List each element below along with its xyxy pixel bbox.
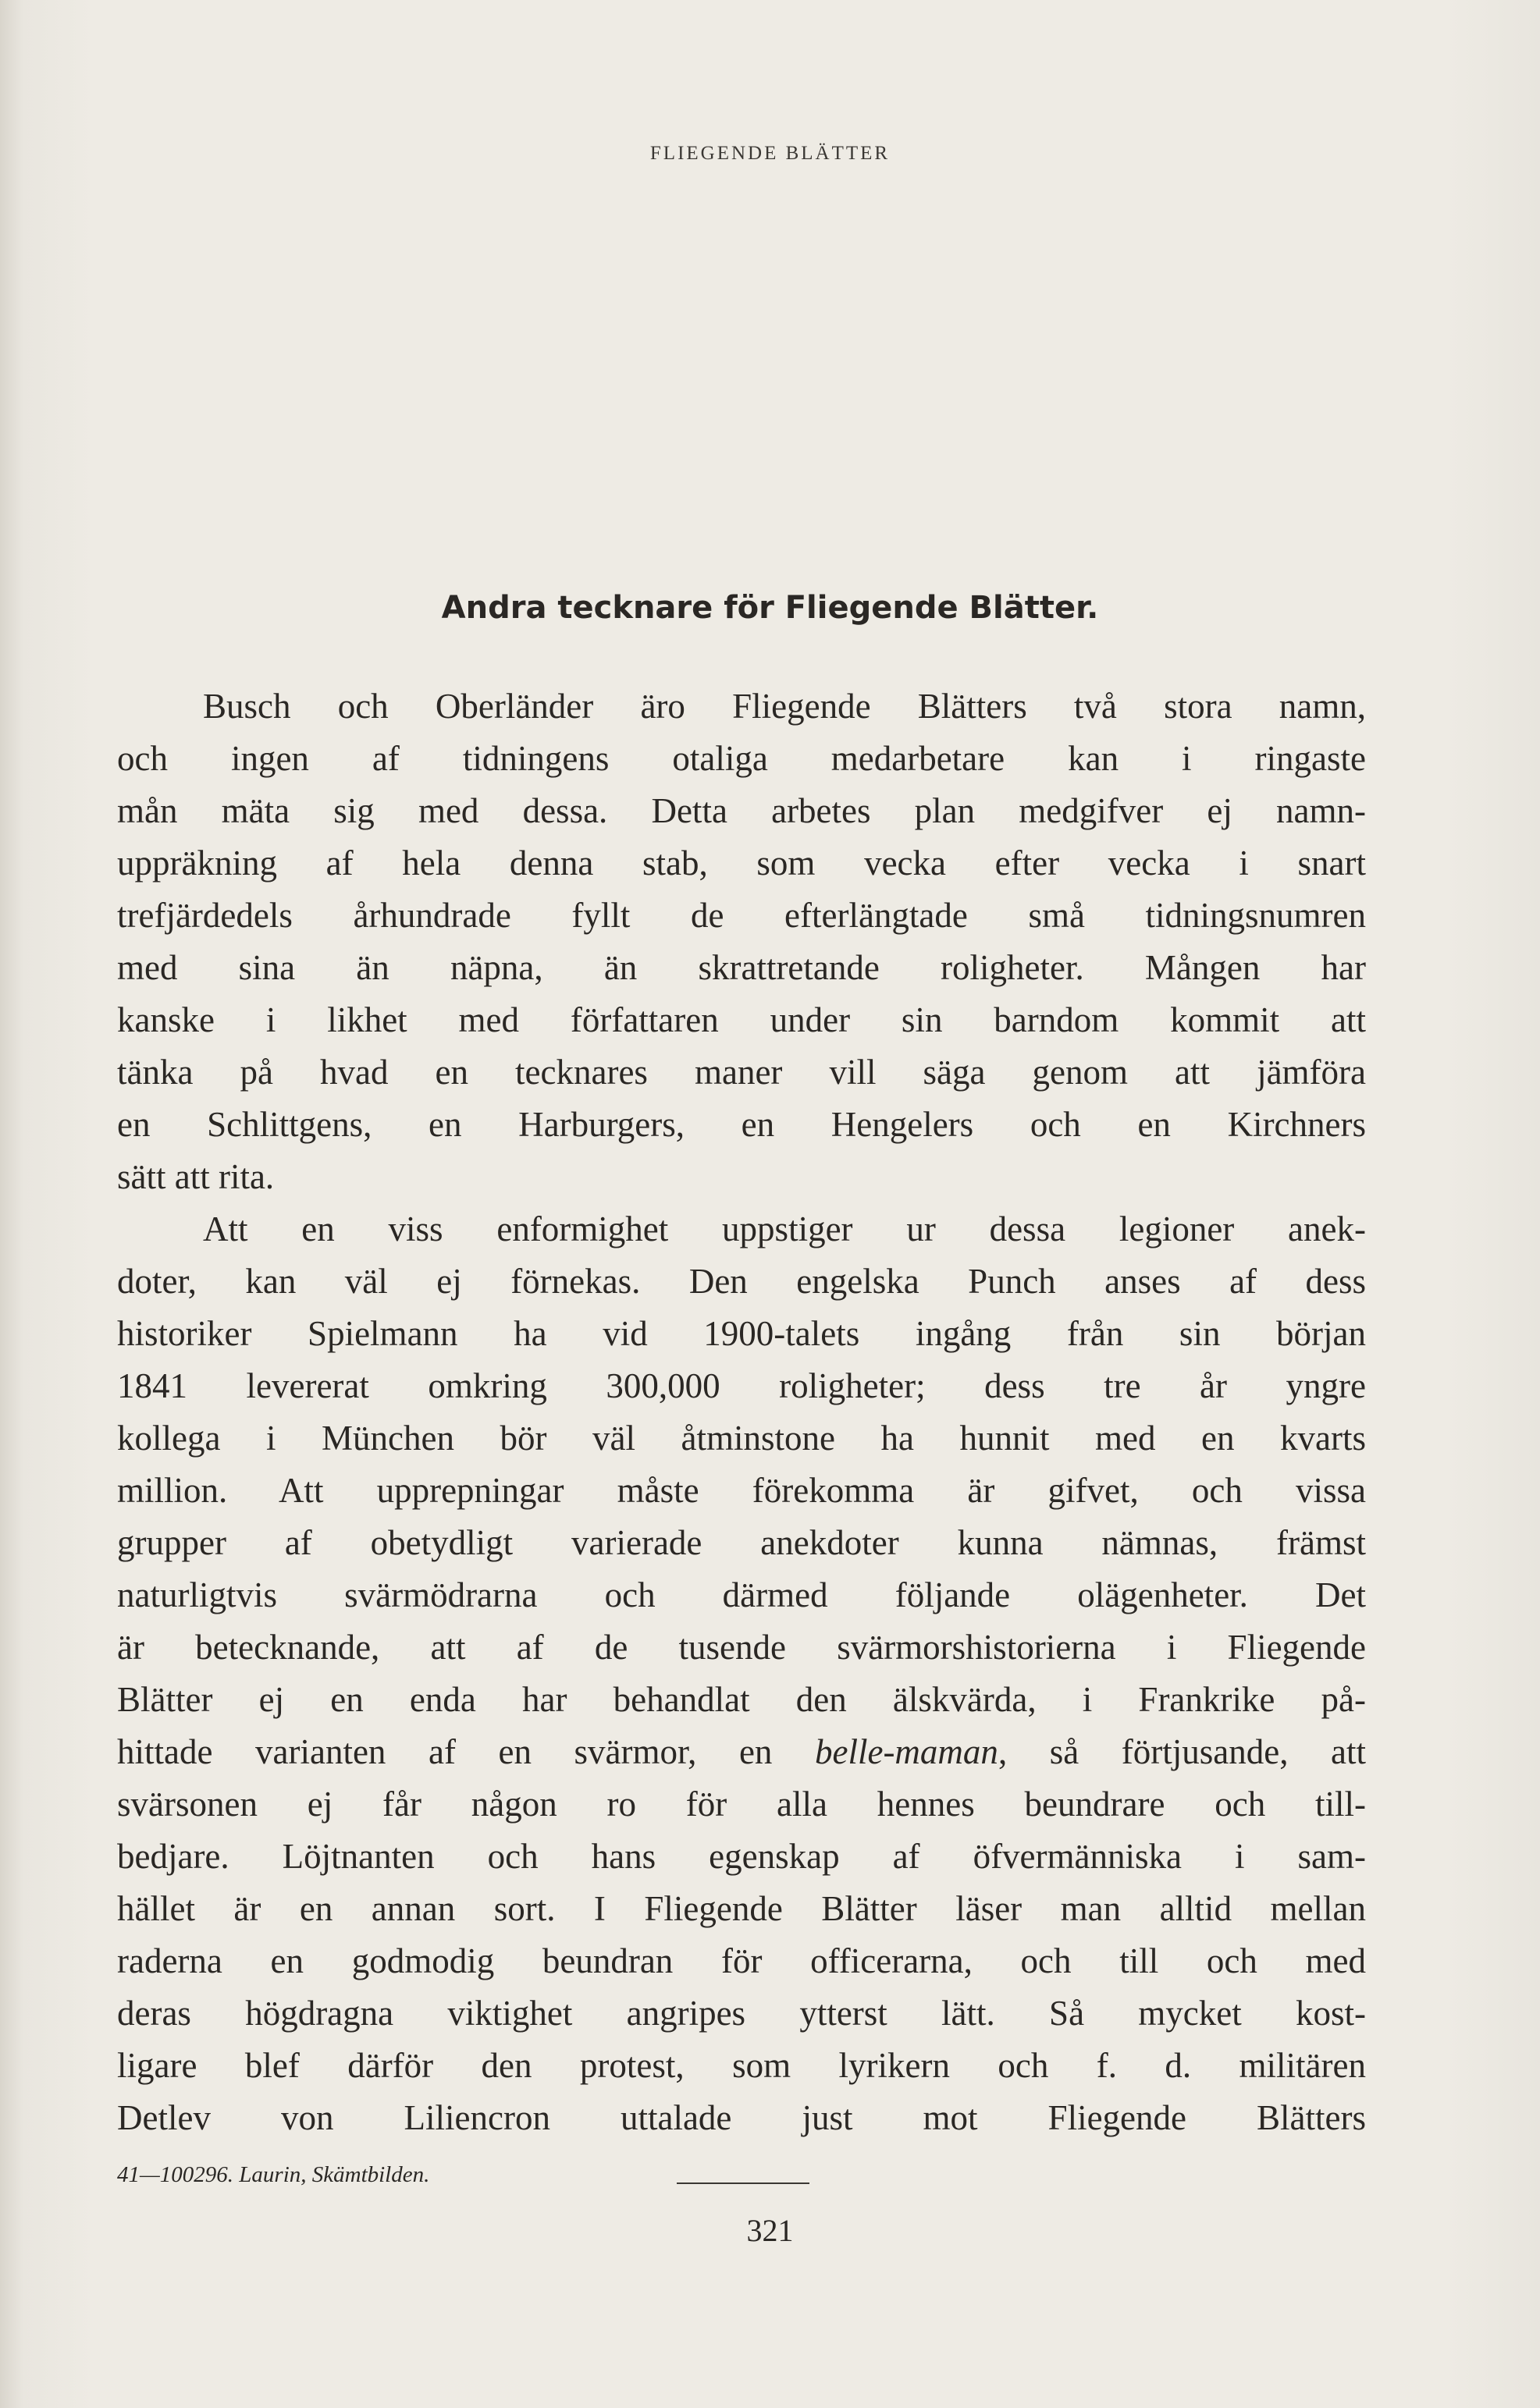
text-line: million. Att upprepningar måste förekomma är gifvet, och vissa [117, 1471, 1366, 1510]
text-line: tänka på hvad en tecknares maner vill säga genom att jämföra [117, 1053, 1366, 1092]
text-line: Blätter ej en enda har behandlat den älskvärda, i Frankrike på- [117, 1680, 1366, 1719]
text-line: Detlev von Liliencron uttalade just mot Fliegende Blätters [117, 2098, 1366, 2137]
printer-signature: 41—100296. Laurin, Skämtbilden. [117, 2162, 430, 2187]
text-line: Busch och Oberländer äro Fliegende Blätters två stora namn, [203, 687, 1366, 726]
text-line: grupper af obetydligt varierade anekdoter kunna nämnas, främst [117, 1523, 1366, 1562]
text-line: naturligtvis svärmödrarna och därmed följande olägenheter. Det [117, 1575, 1366, 1614]
body-text [117, 680, 1366, 2144]
running-header: FLIEGENDE BLÄTTER [649, 143, 891, 164]
text-line: 1841 levererat omkring 300,000 roligheter; dess tre år yngre [117, 1366, 1366, 1405]
text-line: mån mäta sig med dessa. Detta arbetes plan medgifver ej namn- [117, 791, 1366, 830]
text-line: med sina än näpna, än skrattretande roligheter. Mången har [117, 948, 1366, 987]
text-line: ligare blef därför den protest, som lyrikern och f. d. militären [117, 2046, 1366, 2085]
footer-rule [677, 2182, 809, 2184]
text-line: sätt att rita. [117, 1157, 275, 1196]
text-line: bedjare. Löjtnanten och hans egenskap af öfvermänniska i sam- [117, 1837, 1366, 1876]
page-number: 321 [746, 2213, 794, 2248]
section-title: Andra tecknare för Fliegende Blätter. [441, 590, 1099, 626]
text-line: och ingen af tidningens otaliga medarbetare kan i ringaste [117, 739, 1366, 778]
text-line: raderna en godmodig beundran för officerarna, och till och med [117, 1941, 1366, 1980]
text-line: kanske i likhet med författaren under sin barndom kommit att [117, 1000, 1366, 1039]
italic-phrase: belle-maman [815, 1732, 998, 1771]
text-line: hittade varianten af en svärmor, en belle-maman, så förtjusande, att [117, 1732, 1366, 1771]
text-line: är betecknande, att af de tusende svärmorshistorierna i Fliegende [117, 1628, 1366, 1667]
text-line: deras högdragna viktighet angripes ytterst lätt. Så mycket kost- [117, 1994, 1366, 2033]
text-line: Att en viss enformighet uppstiger ur dessa legioner anek- [203, 1209, 1366, 1248]
text-line: doter, kan väl ej förnekas. Den engelska Punch anses af dess [117, 1262, 1366, 1301]
text-line: kollega i München bör väl åtminstone ha hunnit med en kvarts [117, 1419, 1366, 1458]
text-line: en Schlittgens, en Harburgers, en Hengelers och en Kirchners [117, 1105, 1366, 1144]
text-line: historiker Spielmann ha vid 1900-talets ingång från sin början [117, 1314, 1366, 1353]
text-line: hället är en annan sort. I Fliegende Blätter läser man alltid mellan [117, 1889, 1366, 1928]
text-line: trefjärdedels århundrade fyllt de efterlängtade små tidningsnumren [117, 896, 1366, 935]
text-line: uppräkning af hela denna stab, som vecka efter vecka i snart [117, 844, 1366, 883]
text-line: svärsonen ej får någon ro för alla hennes beundrare och till- [117, 1785, 1366, 1824]
